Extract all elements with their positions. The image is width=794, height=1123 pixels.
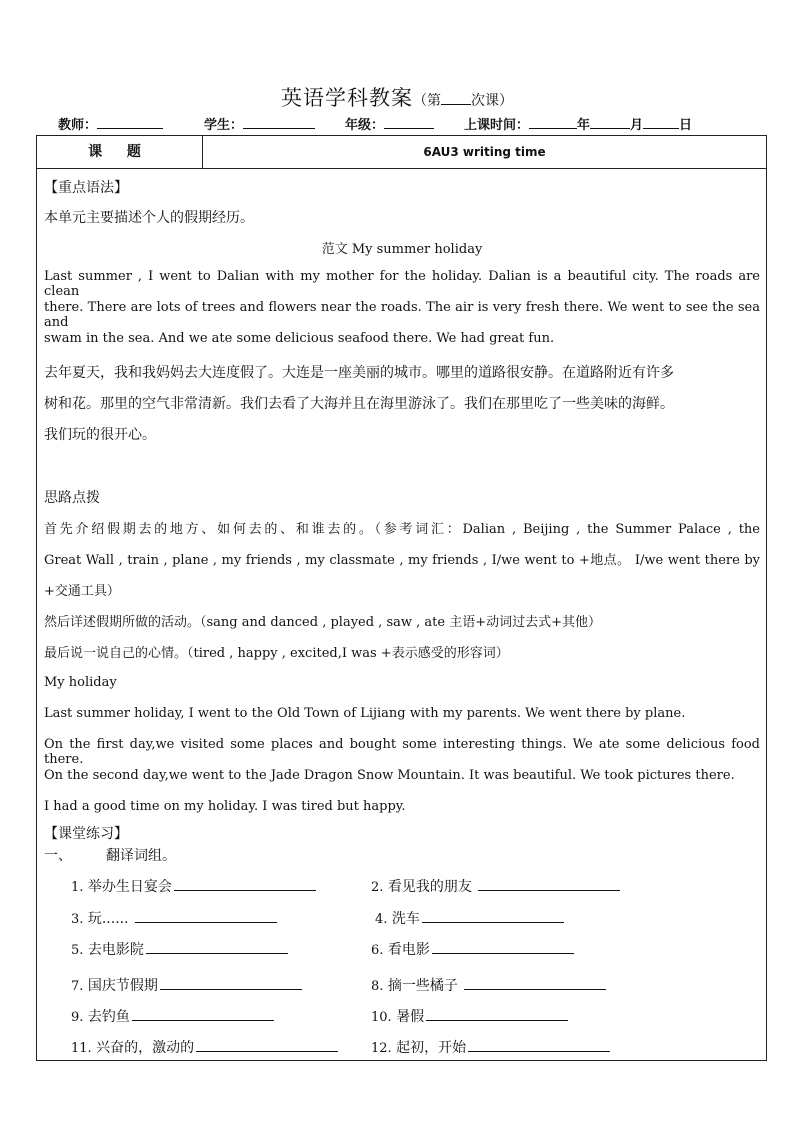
answer-blank[interactable] xyxy=(478,878,620,891)
model-essay-title: 范文 My summer holiday xyxy=(321,242,483,257)
exercise-item: 12. 起初，开始 xyxy=(371,1037,610,1057)
exercise-item: 8. 摘一些橘子 xyxy=(371,975,606,995)
section-one-heading xyxy=(44,845,760,865)
sample-line: On the second day,we went to the Jade Dragon Snow Mountain. It was beautiful. We took pictures there. xyxy=(44,768,735,783)
year-field[interactable] xyxy=(529,114,577,129)
practice-heading: 【课堂练习】 xyxy=(44,826,128,842)
tip-line: +交通工具） xyxy=(44,584,120,599)
sample-line: On the first day,we visited some places and bought some interesting things. We ate some delicious food there. xyxy=(44,737,760,767)
info-line xyxy=(44,114,764,134)
answer-blank[interactable] xyxy=(464,977,606,990)
answer-blank[interactable] xyxy=(132,1008,274,1021)
month-label: 月 xyxy=(630,118,644,133)
tip-line: Great Wall , train , plane , my friends , my classmate , my friends , I/we went to +地点。 I/we went there by xyxy=(44,553,760,568)
answer-blank[interactable] xyxy=(135,910,277,923)
lesson-table xyxy=(36,135,767,1061)
sample-title: My holiday xyxy=(44,675,117,690)
title-main: 英语学科教案 xyxy=(281,86,413,110)
exercise-item: 10. 暑假 xyxy=(371,1006,568,1026)
title-sub-prefix: （第 xyxy=(413,93,441,109)
tip-line: 最后说一说自己的心情。（tired , happy , excited,I was +表示感受的形容词） xyxy=(44,646,509,661)
exercise-item: 9. 去钓鱼 xyxy=(71,1006,274,1026)
tip-line: 然后详述假期所做的活动。（sang and danced , played , saw , ate 主语+动词过去式+其他） xyxy=(44,615,601,630)
topic-value: 6AU3 writing time xyxy=(423,145,546,159)
answer-blank[interactable] xyxy=(468,1039,610,1052)
lesson-number-blank[interactable] xyxy=(441,90,471,105)
student-label: 学生： xyxy=(204,118,244,133)
exercise-item: 6. 看电影 xyxy=(371,939,574,959)
day-label: 日 xyxy=(679,118,693,133)
answer-blank[interactable] xyxy=(426,1008,568,1021)
key-grammar-heading: 【重点语法】 xyxy=(44,180,128,196)
grade-label: 级： xyxy=(358,118,385,133)
month-field[interactable] xyxy=(590,114,630,129)
topic-label: 课 题 xyxy=(37,136,203,168)
grade-field[interactable] xyxy=(384,114,434,129)
exercise-item: 4. 洗车 xyxy=(375,908,564,928)
intro-text: 本单元主要描述个人的假期经历。 xyxy=(44,210,254,226)
exercise-item: 7. 国庆节假期 xyxy=(71,975,302,995)
day-field[interactable] xyxy=(643,114,679,129)
grade-prefix: 年 xyxy=(345,118,359,133)
document-title xyxy=(0,82,794,112)
model-essay-line: swam in the sea. And we ate some delicious seafood there. We had great fun. xyxy=(44,331,555,346)
title-sub-suffix: 次课） xyxy=(471,93,513,109)
model-essay-line: Last summer , I went to Dalian with my mother for the holiday. Dalian is a beautiful city. The roads are clean xyxy=(44,269,760,299)
year-label: 年 xyxy=(577,118,591,133)
exercise-item: 3. 玩...... xyxy=(71,908,277,928)
answer-blank[interactable] xyxy=(422,910,564,923)
model-essay-line: there. There are lots of trees and flowers near the roads. The air is very fresh there. We went to see the sea and xyxy=(44,300,760,330)
sample-line: Last summer holiday, I went to the Old Town of Lijiang with my parents. We went there by plane. xyxy=(44,706,686,721)
student-field[interactable] xyxy=(243,114,315,129)
class-time-label: 上课时间： xyxy=(464,118,530,133)
answer-blank[interactable] xyxy=(196,1039,338,1052)
exercise-item: 2. 看见我的朋友 xyxy=(371,876,620,896)
answer-blank[interactable] xyxy=(146,941,288,954)
section-one-number: 一、 xyxy=(44,848,72,864)
answer-blank[interactable] xyxy=(160,977,302,990)
teacher-label: 教师： xyxy=(58,118,98,133)
model-translation-line: 我们玩的很开心。 xyxy=(44,427,156,443)
answer-blank[interactable] xyxy=(174,878,316,891)
teacher-field[interactable] xyxy=(97,114,163,129)
tips-heading: 思路点拨 xyxy=(44,490,100,506)
exercise-item: 11. 兴奋的，激动的 xyxy=(71,1037,338,1057)
tip-line: 首先介绍假期去的地方、如何去的、和谁去的。（参考词汇：Dalian , Beijing , the Summer Palace , the xyxy=(44,522,760,537)
exercise-item: 5. 去电影院 xyxy=(71,939,288,959)
exercise-item: 1. 举办生日宴会 xyxy=(71,876,316,896)
section-one-title: 翻译词组。 xyxy=(106,848,176,864)
answer-blank[interactable] xyxy=(432,941,574,954)
model-translation-line: 树和花。那里的空气非常清新。我们去看了大海并且在海里游泳了。我们在那里吃了一些美味的海鲜。 xyxy=(44,396,674,412)
sample-line: I had a good time on my holiday. I was tired but happy. xyxy=(44,799,406,814)
model-translation-line: 去年夏天，我和我妈妈去大连度假了。大连是一座美丽的城市。哪里的道路很安静。在道路附近有许多 xyxy=(44,365,674,381)
topic-row xyxy=(37,136,766,169)
